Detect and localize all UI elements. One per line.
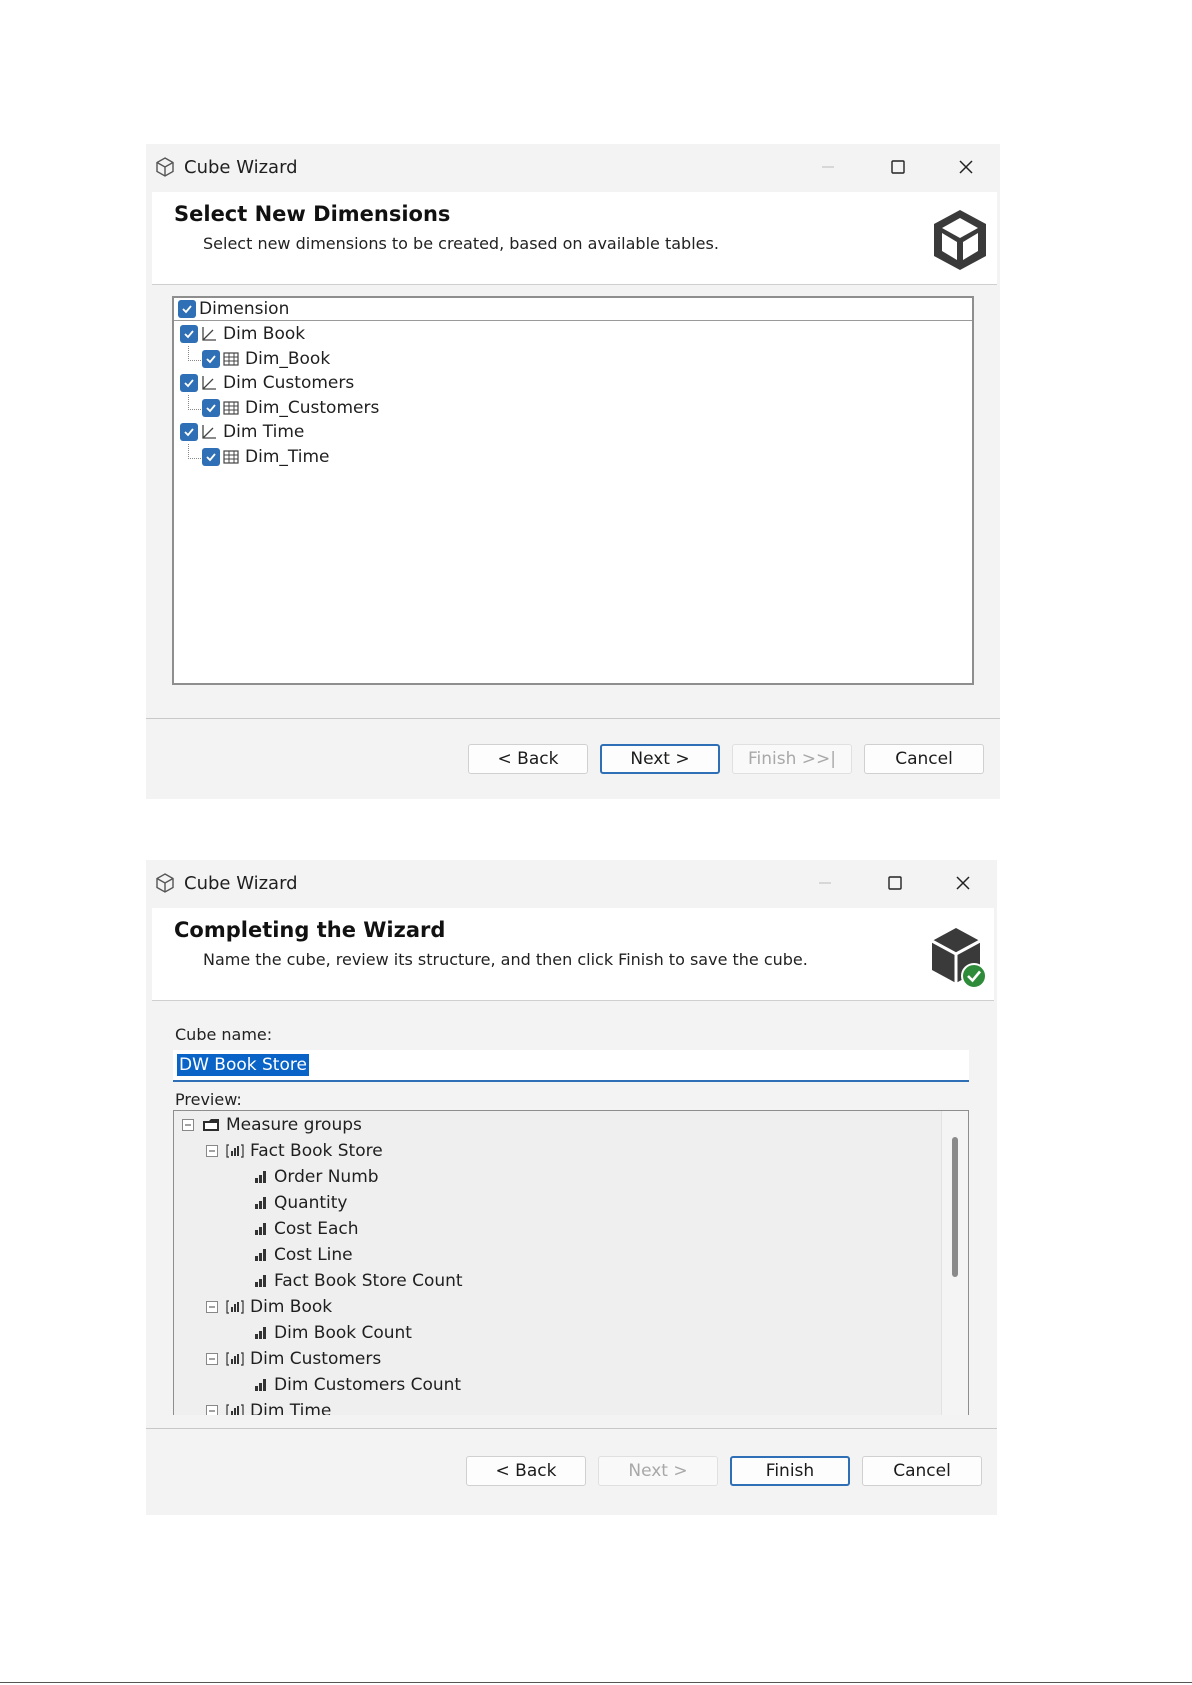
tree-item-dim-customers[interactable] <box>206 1347 381 1371</box>
checkbox-checked-icon[interactable] <box>180 374 198 392</box>
tree-item-dim-customers[interactable] <box>180 371 354 395</box>
window-title: Cube Wizard <box>184 873 298 894</box>
tree-item-label: Dim Time <box>223 422 305 442</box>
title-bar[interactable] <box>146 860 997 908</box>
tree-item-label: Dim Book Count <box>274 1323 412 1343</box>
tree-item-dim-book[interactable] <box>206 1295 332 1319</box>
cube-wizard-window-dimensions <box>146 144 1000 799</box>
cube-wizard-window-completing <box>146 860 997 1515</box>
tree-item-measure-groups[interactable] <box>182 1113 362 1137</box>
cube-name-value: DW Book Store <box>179 1055 307 1075</box>
close-icon <box>955 875 971 891</box>
table-icon <box>223 352 239 366</box>
tree-item-dim-book-table[interactable] <box>202 347 330 371</box>
wizard-header <box>152 908 994 1001</box>
tree-item-measure[interactable] <box>254 1269 463 1293</box>
page-title: Completing the Wizard <box>174 918 446 942</box>
tree-item-label: Dim_Time <box>245 447 330 467</box>
tree-connector <box>188 395 201 410</box>
cancel-button[interactable]: Cancel <box>864 744 984 774</box>
cube-icon <box>929 206 991 274</box>
tree-item-dim-time-table[interactable] <box>202 445 329 469</box>
collapse-icon[interactable] <box>182 1119 194 1131</box>
tree-item-label: Dim Customers <box>250 1349 382 1369</box>
collapse-icon[interactable] <box>206 1145 218 1157</box>
checkbox-checked-icon[interactable] <box>180 423 198 441</box>
page-bottom-rule <box>0 1682 1192 1683</box>
tree-header-dimension[interactable] <box>178 298 289 320</box>
collapse-icon[interactable] <box>206 1405 218 1415</box>
table-icon <box>223 450 239 464</box>
tree-header-row <box>174 298 972 321</box>
tree-header-label: Dimension <box>199 299 290 319</box>
folder-icon <box>202 1117 220 1133</box>
finish-button[interactable]: Finish >>| <box>732 744 852 774</box>
vertical-scrollbar[interactable] <box>941 1111 968 1415</box>
measure-group-icon <box>226 1299 244 1315</box>
tree-item-fact-book-store[interactable] <box>206 1139 383 1163</box>
cube-name-label: Cube name: <box>175 1025 273 1044</box>
dimension-icon <box>201 424 217 440</box>
tree-item-label: Cost Each <box>274 1219 359 1239</box>
tree-item-label: Dim Time <box>250 1401 332 1415</box>
page-subtitle: Select new dimensions to be created, based on available tables. <box>203 234 719 253</box>
tree-item-label: Dim_Customers <box>245 398 380 418</box>
table-icon <box>223 401 239 415</box>
back-button[interactable]: < Back <box>466 1456 586 1486</box>
checkbox-checked-icon[interactable] <box>202 350 220 368</box>
tree-item-dim-book[interactable] <box>180 322 305 346</box>
tree-item-label: Quantity <box>274 1193 348 1213</box>
measure-icon <box>254 1378 268 1392</box>
next-button[interactable]: Next > <box>598 1456 718 1486</box>
tree-item-measure[interactable] <box>254 1191 347 1215</box>
tree-item-label: Dim Customers <box>223 373 355 393</box>
page-subtitle: Name the cube, review its structure, and then click Finish to save the cube. <box>203 950 808 969</box>
window-title: Cube Wizard <box>184 157 298 178</box>
checkbox-checked-icon[interactable] <box>202 448 220 466</box>
tree-item-label: Dim_Book <box>245 349 331 369</box>
collapse-icon[interactable] <box>206 1301 218 1313</box>
dimension-icon <box>201 326 217 342</box>
next-button[interactable]: Next > <box>600 744 720 774</box>
finish-button[interactable]: Finish <box>730 1456 850 1486</box>
measure-icon <box>254 1274 268 1288</box>
preview-tree[interactable] <box>173 1110 969 1415</box>
minimize-button[interactable] <box>806 150 850 184</box>
maximize-button[interactable] <box>873 866 917 900</box>
tree-item-label: Dim Book <box>223 324 306 344</box>
tree-connector <box>188 444 201 459</box>
scrollbar-thumb[interactable] <box>952 1137 958 1277</box>
collapse-icon[interactable] <box>206 1353 218 1365</box>
measure-icon <box>254 1326 268 1340</box>
close-button[interactable] <box>941 866 985 900</box>
cube-app-icon <box>154 156 176 178</box>
checkbox-checked-icon[interactable] <box>178 300 196 318</box>
page-title: Select New Dimensions <box>174 202 451 226</box>
maximize-button[interactable] <box>876 150 920 184</box>
minimize-icon <box>820 159 836 175</box>
tree-item-measure[interactable] <box>254 1165 379 1189</box>
tree-item-measure[interactable] <box>254 1243 353 1267</box>
tree-item-label: Fact Book Store <box>250 1141 383 1161</box>
preview-label: Preview: <box>175 1090 242 1109</box>
minimize-button[interactable] <box>803 866 847 900</box>
checkbox-checked-icon[interactable] <box>202 399 220 417</box>
tree-item-label: Dim Book <box>250 1297 333 1317</box>
close-icon <box>958 159 974 175</box>
tree-item-measure[interactable] <box>254 1373 461 1397</box>
minimize-icon <box>817 875 833 891</box>
tree-item-label: Measure groups <box>226 1115 362 1135</box>
dimension-icon <box>201 375 217 391</box>
footer-divider <box>146 1428 997 1429</box>
cube-app-icon <box>154 872 176 894</box>
maximize-icon <box>890 159 906 175</box>
tree-item-label: Dim Customers Count <box>274 1375 462 1395</box>
measure-icon <box>254 1222 268 1236</box>
measure-icon <box>254 1248 268 1262</box>
close-button[interactable] <box>944 150 988 184</box>
tree-item-dim-customers-table[interactable] <box>202 396 379 420</box>
wizard-header <box>152 192 997 285</box>
cancel-button[interactable]: Cancel <box>862 1456 982 1486</box>
tree-item-measure[interactable] <box>254 1321 412 1345</box>
tree-connector <box>188 346 201 361</box>
tree-item-dim-time[interactable] <box>206 1399 331 1415</box>
measure-group-icon <box>226 1143 244 1159</box>
measure-group-icon <box>226 1351 244 1367</box>
back-button[interactable]: < Back <box>468 744 588 774</box>
tree-item-label: Fact Book Store Count <box>274 1271 463 1291</box>
measure-icon <box>254 1196 268 1210</box>
measure-icon <box>254 1170 268 1184</box>
footer-divider <box>146 718 1000 719</box>
measure-group-icon <box>226 1403 244 1415</box>
tree-item-label: Cost Line <box>274 1245 353 1265</box>
cube-name-input[interactable] <box>173 1050 969 1082</box>
title-bar[interactable] <box>146 144 1000 192</box>
tree-item-dim-time[interactable] <box>180 420 304 444</box>
dimension-tree[interactable] <box>172 296 974 685</box>
cube-complete-icon <box>926 922 988 990</box>
tree-item-label: Order Numb <box>274 1167 379 1187</box>
checkbox-checked-icon[interactable] <box>180 325 198 343</box>
tree-item-measure[interactable] <box>254 1217 358 1241</box>
maximize-icon <box>887 875 903 891</box>
